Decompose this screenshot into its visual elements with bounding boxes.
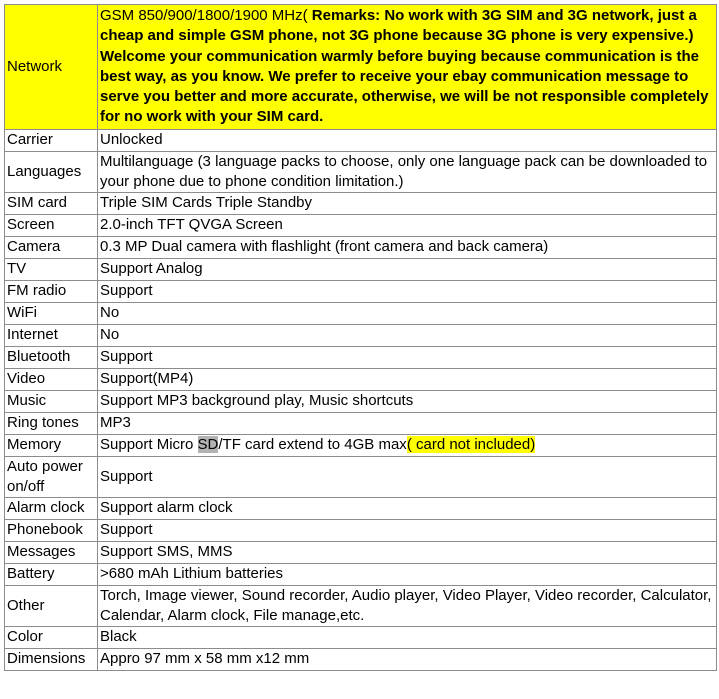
spec-value: Torch, Image viewer, Sound recorder, Audio player, Video Player, Video recorder, Calculator, Calendar, Alarm clock, File manage,etc.	[98, 585, 717, 626]
memory-text: Support Micro	[100, 436, 198, 454]
spec-row	[5, 324, 717, 346]
spec-label: Auto power on/off	[5, 456, 98, 497]
spec-label: SIM card	[5, 192, 98, 214]
spec-label: Carrier	[5, 129, 98, 151]
spec-value: Support alarm clock	[98, 497, 717, 519]
spec-value: 0.3 MP Dual camera with flashlight (front camera and back camera)	[98, 236, 717, 258]
spec-value: Support	[98, 456, 717, 497]
spec-row	[5, 497, 717, 519]
card-note: ( card not included)	[406, 436, 536, 454]
spec-label: Battery	[5, 563, 98, 585]
spec-label: WiFi	[5, 302, 98, 324]
spec-row-network	[5, 5, 717, 130]
spec-row	[5, 519, 717, 541]
spec-label: Bluetooth	[5, 346, 98, 368]
spec-value: MP3	[98, 412, 717, 434]
spec-label: Music	[5, 390, 98, 412]
spec-value: Support	[98, 519, 717, 541]
spec-value: Support	[98, 346, 717, 368]
sd-highlight: SD	[197, 436, 219, 454]
spec-row	[5, 192, 717, 214]
spec-label: Messages	[5, 541, 98, 563]
spec-row	[5, 626, 717, 648]
spec-row	[5, 214, 717, 236]
spec-row-memory	[5, 434, 717, 456]
memory-value	[98, 434, 717, 456]
spec-row	[5, 302, 717, 324]
spec-row	[5, 346, 717, 368]
spec-row	[5, 390, 717, 412]
spec-row	[5, 585, 717, 626]
spec-label: Alarm clock	[5, 497, 98, 519]
spec-row	[5, 368, 717, 390]
spec-value: Support MP3 background play, Music shortcuts	[98, 390, 717, 412]
spec-value: Support Analog	[98, 258, 717, 280]
spec-label: Languages	[5, 151, 98, 192]
spec-label: TV	[5, 258, 98, 280]
spec-value: No	[98, 324, 717, 346]
spec-label: Internet	[5, 324, 98, 346]
spec-row	[5, 563, 717, 585]
spec-label: Camera	[5, 236, 98, 258]
spec-row	[5, 412, 717, 434]
spec-value: Support	[98, 280, 717, 302]
network-value	[98, 5, 717, 130]
memory-text-2: /TF card extend to 4GB max	[218, 436, 407, 454]
spec-label: Other	[5, 585, 98, 626]
spec-row	[5, 280, 717, 302]
spec-value: 2.0-inch TFT QVGA Screen	[98, 214, 717, 236]
spec-label: Phonebook	[5, 519, 98, 541]
spec-label: Ring tones	[5, 412, 98, 434]
spec-value: Support(MP4)	[98, 368, 717, 390]
spec-row	[5, 258, 717, 280]
spec-label: Network	[5, 5, 98, 130]
spec-table	[4, 4, 717, 671]
spec-value: Support SMS, MMS	[98, 541, 717, 563]
spec-value: >680 mAh Lithium batteries	[98, 563, 717, 585]
spec-label: Screen	[5, 214, 98, 236]
spec-label: Color	[5, 626, 98, 648]
spec-row	[5, 456, 717, 497]
spec-row	[5, 236, 717, 258]
spec-value: Multilanguage (3 language packs to choose, only one language pack can be downloaded to your phone due to phone condition limitation.)	[98, 151, 717, 192]
spec-label: Memory	[5, 434, 98, 456]
spec-row	[5, 541, 717, 563]
spec-value: Black	[98, 626, 717, 648]
spec-row	[5, 129, 717, 151]
spec-value: Unlocked	[98, 129, 717, 151]
network-bands: GSM 850/900/1800/1900 MHz(	[100, 7, 312, 24]
spec-value: Triple SIM Cards Triple Standby	[98, 192, 717, 214]
spec-label: FM radio	[5, 280, 98, 302]
spec-value: Appro 97 mm x 58 mm x12 mm	[98, 648, 717, 670]
spec-value: No	[98, 302, 717, 324]
spec-row	[5, 151, 717, 192]
spec-row	[5, 648, 717, 670]
spec-label: Dimensions	[5, 648, 98, 670]
network-remarks: Remarks: No work with 3G SIM and 3G network, just a cheap and simple GSM phone, not 3G phone because 3G phone is very expensive.) Welcome your communication warmly before buying because communication is the best way, as you know. We prefer to receive your ebay communication message to serve you better and more accurate, otherwise, we will be not responsible completely for no work with your SIM card.	[100, 7, 709, 126]
spec-label: Video	[5, 368, 98, 390]
